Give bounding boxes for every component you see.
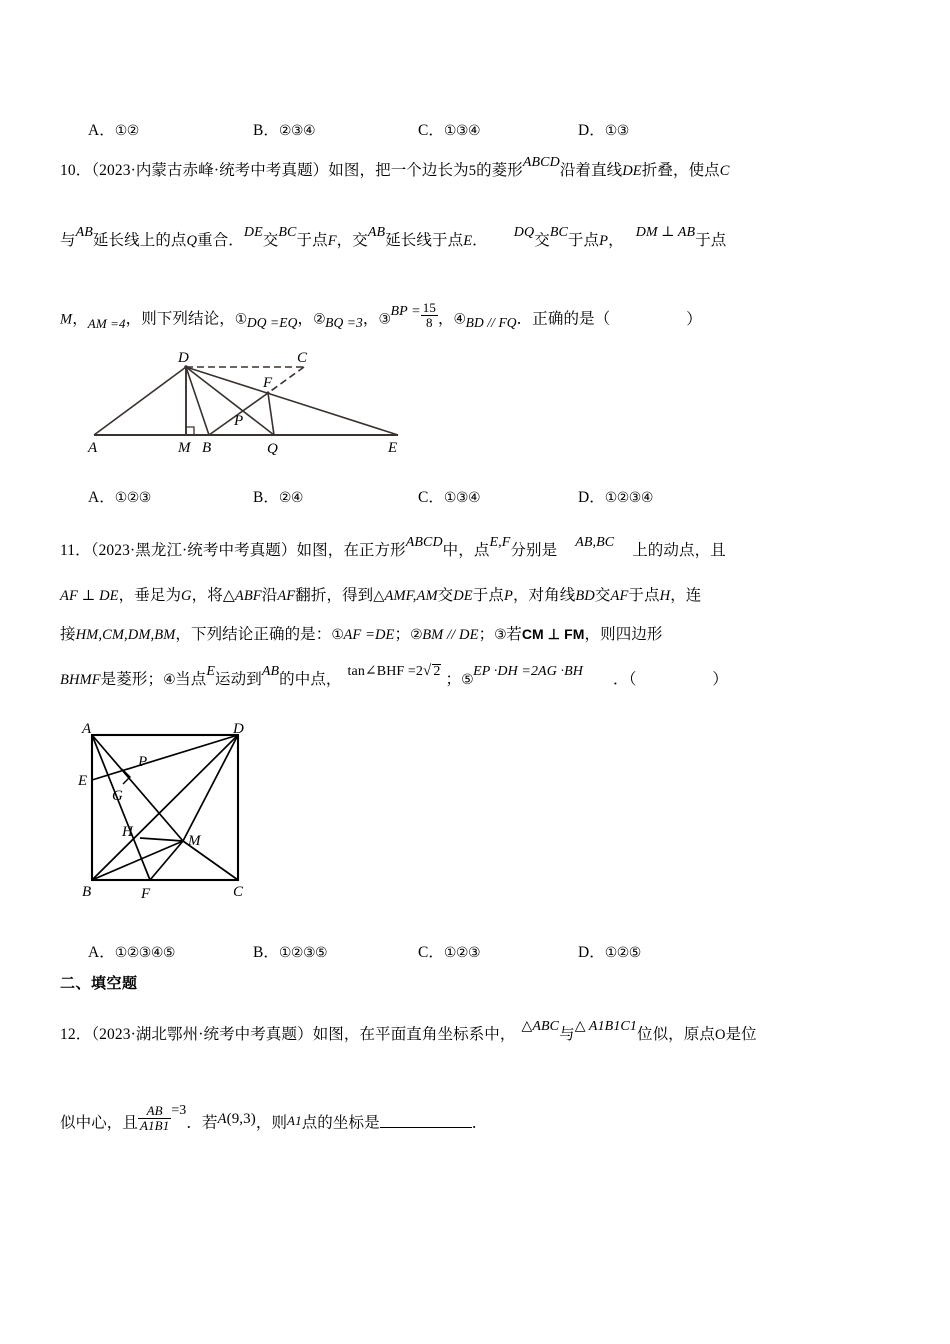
q9-option-b-label: B．	[253, 122, 279, 139]
svg-text:B: B	[202, 440, 212, 455]
q12-ratio-value: =3	[171, 1102, 187, 1118]
q10-text-3f: ，	[437, 310, 454, 328]
q11-math-af: AF	[277, 588, 296, 604]
q10-text-3b: ，则下列结论，	[125, 310, 235, 328]
q12-answer-blank[interactable]	[380, 1116, 472, 1128]
q11-conclusion-1-marker: ①	[331, 627, 344, 643]
q10-math-dm-perp-ab: DM ⊥ AB	[635, 225, 696, 240]
q10-math-ab-1: AB	[75, 225, 93, 240]
q11-conclusion-5: EP ·DH =2AG ·BH	[473, 664, 583, 679]
q9-option-c-value: ①③④	[443, 123, 480, 139]
q10-conclusion-3-lhs: BP =	[390, 303, 421, 319]
svg-text:A: A	[88, 440, 98, 455]
q11-text-3b: ，下列结论正确的是：	[175, 626, 332, 643]
q11-math-af-2: AF	[610, 588, 629, 604]
q10-fraction-denominator: 8	[426, 314, 433, 330]
q12-fraction-denominator: A1B1	[140, 1117, 170, 1133]
q11-text-3a: 接	[60, 626, 76, 643]
q11-stem-line-3	[60, 627, 663, 643]
q10-math-c: C	[719, 163, 730, 179]
q10-text-3e: ，	[362, 310, 379, 328]
q11-conclusion-1: AF =DE	[343, 627, 395, 643]
q10-figure	[78, 345, 408, 455]
q10-option-b-label: B．	[253, 489, 279, 506]
q10-text-2b: 延长线上的点	[92, 232, 187, 249]
q11-text-4b: 当点	[175, 671, 207, 688]
q11-option-c-label: C．	[418, 944, 444, 961]
q11-text-2c: 沿	[261, 587, 278, 604]
q10-text-3g: ．正确的是（	[516, 310, 611, 328]
q12-text-2c: ，则	[255, 1114, 288, 1132]
q11-conclusion-3: CM ⊥ FM	[521, 626, 585, 642]
q10-text-2g: 延长线于点	[385, 232, 464, 249]
section-2-heading: 二、填空题	[60, 975, 138, 992]
q12-text-2a: 似中心，且	[60, 1114, 139, 1132]
q10-math-f: F	[327, 233, 337, 249]
svg-text:M: M	[178, 440, 191, 455]
q11-text-4f: ．（	[612, 671, 637, 688]
q10-option-a-label: A．	[88, 489, 115, 506]
q12-number: 12．	[60, 1026, 92, 1043]
q11-text-1b: 中，点	[442, 542, 490, 559]
q11-text-2i: 于点	[628, 587, 660, 604]
q11-math-segments: HM,CM,DM,BM	[75, 627, 176, 643]
q11-text-2g: ，对角线	[512, 587, 576, 604]
q10-text-2i: 交	[534, 232, 550, 249]
q12-math-abc: △ABC	[521, 1019, 560, 1034]
q10-conclusion-1-marker: ①	[234, 311, 247, 328]
q10-number: 10．	[60, 162, 92, 179]
q11-stem-line-4	[60, 663, 729, 688]
svg-text:Q: Q	[267, 441, 278, 455]
q12-text-1b: 与	[559, 1026, 575, 1043]
q10-math-p: P	[599, 233, 609, 249]
q11-conclusion-5-marker: ⑤	[461, 672, 474, 688]
q10-option-b[interactable]	[253, 485, 303, 507]
q11-math-h: H	[659, 588, 671, 604]
q11-option-c[interactable]	[418, 940, 480, 962]
q11-math-bhmf: BHMF	[60, 672, 101, 688]
q11-option-b-value: ①②③⑤	[278, 945, 328, 961]
q10-math-abcd: ABCD	[522, 155, 560, 170]
q11-text-4d: 的中点，	[279, 671, 342, 688]
q12-text-2d: 点的坐标是	[301, 1114, 380, 1132]
q10-math-q: Q	[186, 233, 198, 249]
svg-text:B: B	[82, 884, 92, 900]
q11-option-d[interactable]	[578, 940, 641, 962]
q10-math-dq: DQ	[513, 225, 535, 240]
q10-math-bc-1: BC	[278, 225, 297, 240]
q10-conclusion-3-marker: ③	[378, 311, 391, 328]
q11-text-2d: 翻折，得到	[295, 587, 374, 604]
q11-text-1a: 如图，在正方形	[296, 542, 406, 559]
q11-option-d-label: D．	[578, 944, 605, 961]
q10-conclusion-2-marker: ②	[313, 311, 326, 328]
q10-stem-line-3	[60, 300, 702, 334]
q12-text-1d: 是位	[725, 1026, 757, 1043]
q9-option-b-value: ②③④	[278, 123, 315, 139]
svg-text:F: F	[263, 375, 273, 391]
q10-option-d-value: ①②③④	[604, 490, 653, 506]
q12-point-a-coords: (9,3)	[226, 1110, 256, 1127]
q11-math-ef: E,F	[489, 535, 511, 550]
q12-text-1a: 如图，在平面直角坐标系中，	[312, 1026, 516, 1043]
q11-conclusion-4-marker: ④	[163, 672, 176, 688]
svg-text:H: H	[122, 824, 133, 840]
q10-math-bc-2: BC	[549, 225, 568, 240]
q12-stem-line-2	[60, 1102, 488, 1138]
q11-text-1d: 上的动点，且	[632, 542, 726, 559]
q10-math-de: DE	[622, 163, 642, 179]
q11-option-d-value: ①②⑤	[604, 945, 641, 961]
q12-math-a: A	[217, 1110, 227, 1127]
q10-option-c-label: C．	[418, 489, 444, 506]
q9-option-a[interactable]	[88, 118, 139, 140]
q11-math-abf: ABF	[234, 588, 262, 604]
q10-conclusion-1: DQ =EQ	[246, 314, 298, 330]
q9-option-c-label: C．	[418, 122, 444, 139]
q12-stem-line-1	[60, 1019, 757, 1043]
q10-math-de-2: DE	[243, 225, 263, 240]
q11-option-b[interactable]	[253, 940, 327, 962]
svg-text:C: C	[297, 350, 308, 366]
q11-figure	[78, 723, 268, 903]
q10-text-2h: ．	[472, 232, 488, 249]
q10-text-2l: 于点	[695, 232, 727, 249]
svg-text:A: A	[82, 723, 92, 737]
q11-option-c-value: ①②③	[443, 945, 480, 961]
q10-math-m: M	[60, 311, 73, 328]
q10-text-1c: 沿着直线	[559, 162, 623, 179]
q11-option-b-label: B．	[253, 944, 279, 961]
q12-math-a1: A1	[287, 1112, 302, 1128]
q11-number: 11．	[60, 542, 91, 559]
svg-text:E: E	[388, 440, 398, 455]
q9-option-a-value: ①②	[114, 123, 139, 139]
q11-conclusion-4-lhs: tan∠BHF =2	[347, 664, 423, 679]
svg-text:P: P	[138, 754, 148, 770]
q11-math-af-perp-de: AF ⊥ DE	[60, 588, 119, 604]
q10-option-c[interactable]	[418, 485, 480, 507]
svg-text:G: G	[112, 788, 123, 804]
q11-stem-line-2	[60, 588, 701, 604]
q10-text-3d: ，	[297, 310, 314, 328]
q11-text-3d: ；	[478, 626, 495, 643]
svg-text:D: D	[178, 350, 189, 366]
q12-fraction-numerator: AB	[138, 1104, 171, 1119]
q12-text-1c: 位似，原点	[636, 1026, 715, 1043]
q10-text-1a: 如图，把一个边长为	[328, 162, 469, 179]
q10-text-3h: ）	[686, 310, 702, 328]
q10-text-1b: 的菱形	[476, 162, 523, 179]
q9-option-b[interactable]	[253, 118, 315, 140]
q11-text-3f: ，则四边形	[584, 626, 663, 643]
q10-option-d[interactable]	[578, 485, 653, 507]
q10-text-3a: ，	[72, 310, 88, 328]
radical-icon: √	[423, 663, 432, 679]
q10-fraction-numerator: 15	[422, 300, 436, 315]
q10-text-2j: 于点	[567, 232, 600, 249]
q12-source: （2023·湖北鄂州·统考中考真题）	[91, 1026, 313, 1043]
q11-math-e: E	[206, 664, 215, 679]
q11-math-g: G	[181, 588, 192, 604]
q11-text-4g: ）	[712, 671, 729, 688]
q11-math-amf-am: △AMF,AM	[373, 588, 438, 604]
q10-text-2f: ，交	[336, 232, 368, 249]
q11-text-4e: ；	[445, 671, 462, 688]
q9-option-c[interactable]	[418, 118, 480, 140]
q9-option-d[interactable]	[578, 118, 629, 140]
q10-math-ab-2: AB	[367, 225, 386, 240]
q11-text-2a: ，垂足为	[118, 587, 182, 604]
svg-text:C: C	[233, 884, 244, 900]
q11-text-1c: 分别是	[510, 542, 558, 559]
q10-text-2e: 于点	[296, 232, 328, 249]
q10-conclusion-3-fraction	[421, 301, 438, 329]
svg-text:F: F	[141, 886, 151, 902]
q10-option-d-label: D．	[578, 489, 605, 506]
q12-math-a1b1c1: △ A1B1C1	[574, 1019, 637, 1034]
q11-text-2f: 于点	[472, 587, 504, 604]
q11-math-ab: AB	[261, 664, 280, 679]
q11-text-2e: 交	[437, 587, 454, 604]
q11-option-a[interactable]	[88, 940, 175, 962]
q11-option-a-value: ①②③④⑤	[114, 945, 175, 961]
q11-text-4a: 是菱形；	[100, 671, 164, 688]
q9-option-d-label: D．	[578, 122, 605, 139]
q11-conclusion-2-marker: ②	[410, 627, 423, 643]
q10-side-length: 5	[468, 163, 477, 179]
q11-text-3e: 若	[506, 626, 522, 643]
q11-conclusion-2: BM // DE	[422, 627, 479, 643]
q11-stem-line-1	[60, 535, 726, 559]
svg-text:D: D	[233, 723, 244, 737]
q11-text-2j: ，连	[670, 587, 702, 604]
q10-option-a-value: ①②③	[114, 490, 151, 506]
q10-option-c-value: ①③④	[443, 490, 480, 506]
q11-option-a-label: A．	[88, 944, 115, 961]
q10-math-e: E	[463, 233, 473, 249]
q11-text-3c: ；	[394, 626, 411, 643]
q10-math-am4: AM =4	[87, 315, 126, 331]
svg-text:P: P	[234, 413, 244, 429]
q11-source: （2023·黑龙江·统考中考真题）	[90, 542, 297, 559]
svg-text:E: E	[78, 773, 88, 789]
q9-option-a-label: A．	[88, 122, 115, 139]
q12-math-o: O	[715, 1027, 726, 1043]
q11-text-4c: 运动到	[215, 671, 262, 688]
q11-math-abcd: ABCD	[405, 535, 443, 550]
q10-text-2c: 重合．	[197, 232, 244, 249]
q11-conclusion-4-radicand: 2	[433, 664, 441, 679]
q10-text-2d: 交	[262, 232, 279, 249]
q9-option-d-value: ①③	[604, 123, 629, 139]
q10-option-a[interactable]	[88, 485, 151, 507]
q10-text-2a: 与	[60, 232, 76, 249]
q10-text-1d: 折叠，使点	[641, 162, 720, 179]
q10-conclusion-4: BD // FQ	[465, 314, 517, 330]
q11-text-2b: ，将△	[191, 587, 235, 604]
q11-math-ab-bc: AB,BC	[575, 535, 615, 550]
q11-math-de: DE	[453, 588, 473, 604]
q11-math-p: P	[503, 588, 513, 604]
q12-text-2e: ．	[471, 1114, 488, 1132]
q11-math-bd: BD	[575, 588, 595, 604]
q10-conclusion-4-marker: ④	[453, 311, 466, 328]
q10-stem-line-1	[60, 155, 730, 179]
q10-source: （2023·内蒙古赤峰·统考中考真题）	[91, 162, 329, 179]
q11-conclusion-3-marker: ③	[494, 627, 507, 643]
q10-text-2k: ，	[608, 232, 624, 249]
q12-ratio-fraction	[138, 1104, 171, 1132]
q12-text-2b: ．若	[186, 1114, 218, 1132]
q11-text-2h: 交	[594, 587, 611, 604]
svg-text:M: M	[188, 833, 201, 849]
q10-option-b-value: ②④	[278, 490, 303, 506]
q10-stem-line-2	[60, 225, 727, 249]
q10-conclusion-2: BQ =3	[325, 314, 363, 330]
q11-conclusion-4	[348, 664, 442, 679]
